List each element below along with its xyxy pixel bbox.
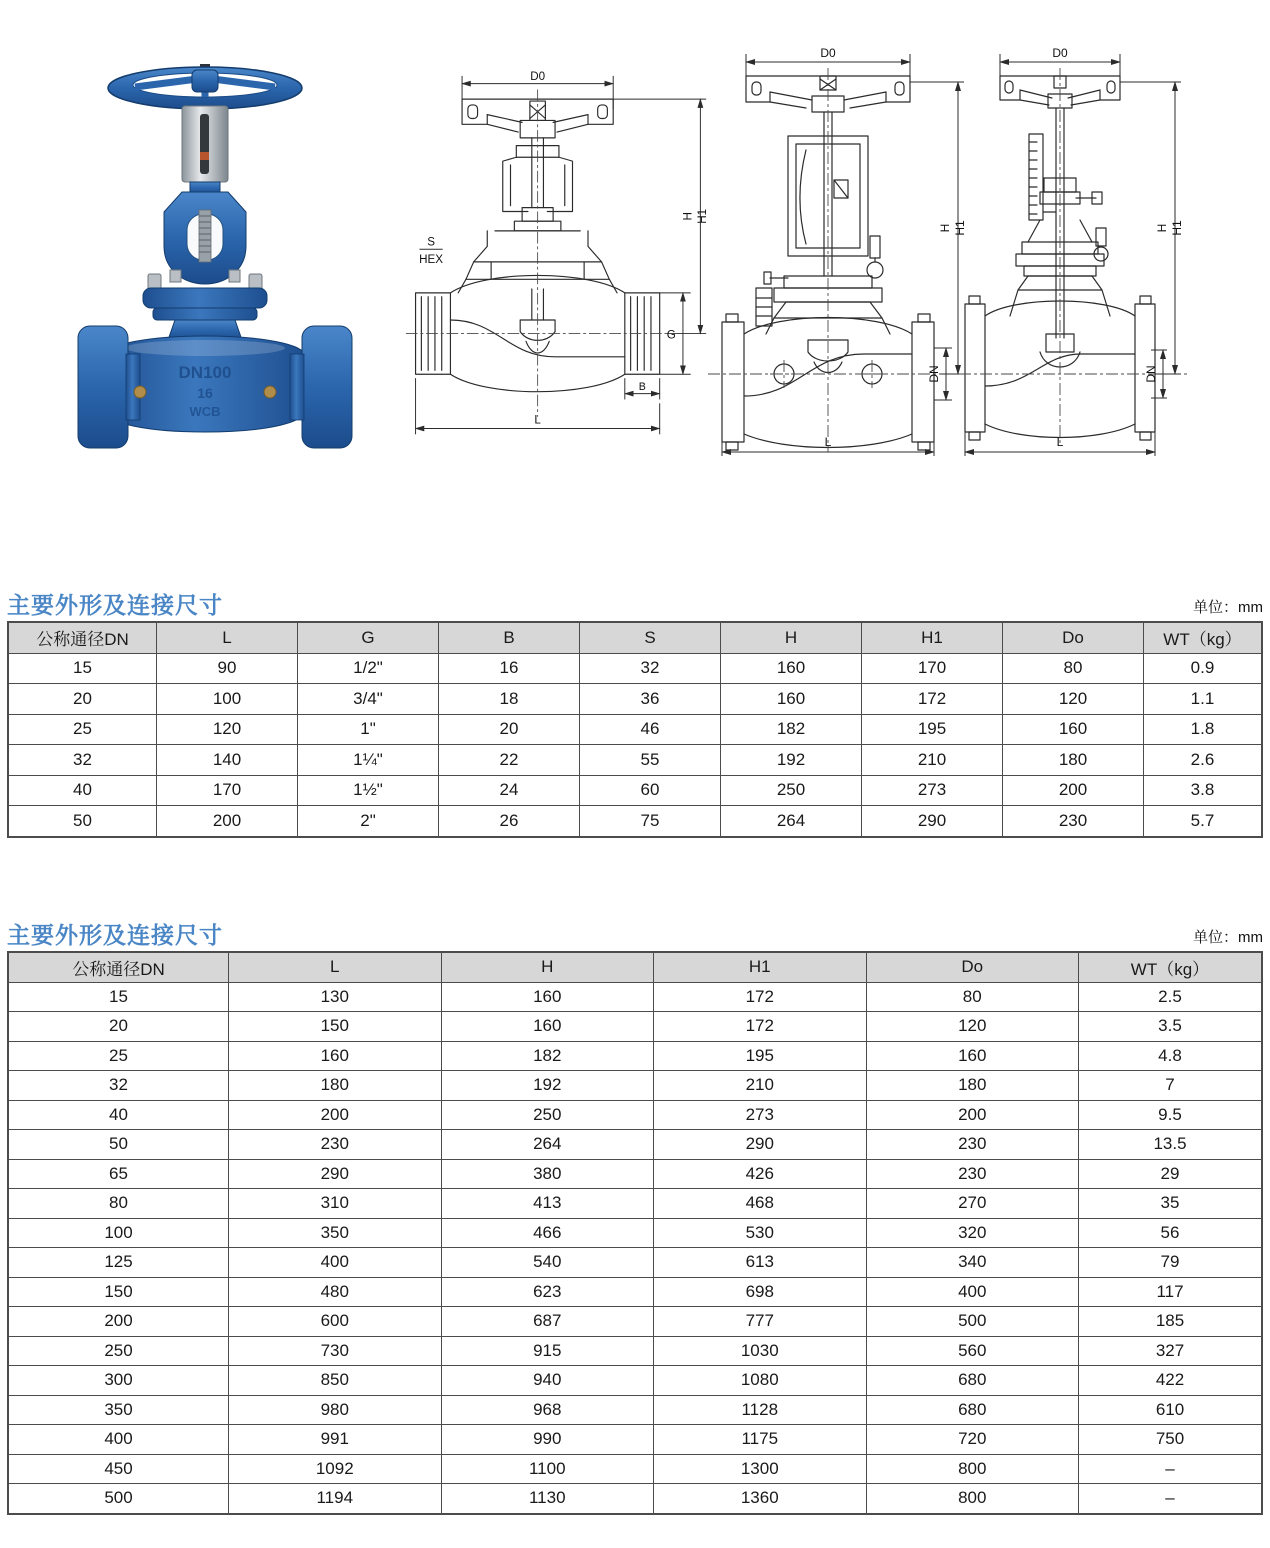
table-cell: 422: [1079, 1366, 1263, 1396]
table-cell: 140: [157, 745, 298, 776]
table-cell: 400: [229, 1248, 442, 1278]
table-cell: 1128: [654, 1395, 867, 1425]
table-cell: 300: [8, 1366, 229, 1396]
table-cell: 120: [866, 1012, 1079, 1042]
table-cell: 273: [654, 1100, 867, 1130]
table-cell: 980: [229, 1395, 442, 1425]
table-cell: 350: [229, 1218, 442, 1248]
handwheel-hub: [192, 70, 218, 92]
header-row: [8, 622, 1262, 653]
table-cell: 3.5: [1079, 1012, 1263, 1042]
unit-label: 单位：mm: [1193, 599, 1263, 616]
column-header: B: [439, 622, 580, 653]
table-cell: 16: [439, 653, 580, 684]
table-row: [8, 1041, 1262, 1071]
table-cell: 20: [439, 714, 580, 745]
table-cell: 2.5: [1079, 982, 1263, 1012]
table-cell: 180: [1003, 745, 1144, 776]
table-cell: 1.1: [1144, 684, 1263, 715]
table-cell: 46: [580, 714, 721, 745]
table-cell: 120: [157, 714, 298, 745]
table-cell: 1.8: [1144, 714, 1263, 745]
table-row: [8, 1366, 1262, 1396]
table-cell: 120: [1003, 684, 1144, 715]
table-cell: 150: [229, 1012, 442, 1042]
table-row: [8, 982, 1262, 1012]
table-row: [8, 1395, 1262, 1425]
column-header: H1: [862, 622, 1003, 653]
table-cell: 230: [866, 1130, 1079, 1160]
table-cell: 380: [441, 1159, 654, 1189]
table-cell: 327: [1079, 1336, 1263, 1366]
table-cell: 180: [866, 1071, 1079, 1101]
table-cell: 210: [654, 1071, 867, 1101]
table-cell: 195: [654, 1041, 867, 1071]
valve-photo-art: [78, 64, 352, 448]
table-cell: 36: [580, 684, 721, 715]
table-cell: 270: [866, 1189, 1079, 1219]
table-cell: 180: [229, 1071, 442, 1101]
table-cell: 230: [229, 1130, 442, 1160]
table-cell: 160: [866, 1041, 1079, 1071]
drawing-threaded-globe-valve: [402, 58, 712, 458]
dim-label-dn: DN: [1144, 365, 1158, 383]
table-cell: 1½": [298, 775, 439, 806]
table-cell: 20: [8, 1012, 229, 1042]
table-cell: –: [1079, 1484, 1263, 1514]
table-cell: 250: [721, 775, 862, 806]
table-cell: 182: [721, 714, 862, 745]
table-cell: 730: [229, 1336, 442, 1366]
table-cell: 468: [654, 1189, 867, 1219]
table-cell: 56: [1079, 1218, 1263, 1248]
table-cell: 210: [862, 745, 1003, 776]
table-cell: 200: [866, 1100, 1079, 1130]
column-header: S: [580, 622, 721, 653]
table-cell: 160: [721, 653, 862, 684]
table-cell: 150: [8, 1277, 229, 1307]
figures-row: [0, 0, 1270, 585]
table-cell: 3/4": [298, 684, 439, 715]
table-row: [8, 1100, 1262, 1130]
table-cell: 18: [439, 684, 580, 715]
table-cell: –: [1079, 1454, 1263, 1484]
table-cell: 117: [1079, 1277, 1263, 1307]
table-cell: 172: [862, 684, 1003, 715]
table-cell: 1092: [229, 1454, 442, 1484]
table-cell: 22: [439, 745, 580, 776]
table-cell: 1030: [654, 1336, 867, 1366]
table-cell: 125: [8, 1248, 229, 1278]
table-cell: 172: [654, 982, 867, 1012]
table-cell: 40: [8, 775, 157, 806]
table-cell: 968: [441, 1395, 654, 1425]
table-row: [8, 714, 1262, 745]
table-cell: 1175: [654, 1425, 867, 1455]
table-cell: 65: [8, 1159, 229, 1189]
dim-label-h1: H1: [696, 208, 710, 224]
table-cell: 75: [580, 806, 721, 837]
table-cell: 1300: [654, 1454, 867, 1484]
table-cell: 290: [229, 1159, 442, 1189]
column-header: Do: [1003, 622, 1144, 653]
table-cell: 80: [866, 982, 1079, 1012]
brass-plug: [134, 386, 146, 398]
valve-photo: [70, 56, 360, 460]
table-cell: 32: [8, 1071, 229, 1101]
table-cell: 530: [654, 1218, 867, 1248]
table-cell: 24: [439, 775, 580, 806]
table-cell: 195: [862, 714, 1003, 745]
table-row: [8, 1189, 1262, 1219]
table-cell: 200: [8, 1307, 229, 1337]
table-cell: 4.8: [1079, 1041, 1263, 1071]
table-cell: 200: [229, 1100, 442, 1130]
table-row: [8, 1454, 1262, 1484]
brass-plug: [264, 386, 276, 398]
table-cell: 2.6: [1144, 745, 1263, 776]
table-cell: 13.5: [1079, 1130, 1263, 1160]
table-row: [8, 1248, 1262, 1278]
table-cell: 915: [441, 1336, 654, 1366]
table-cell: 160: [1003, 714, 1144, 745]
table-row: [8, 684, 1262, 715]
table-cell: 400: [866, 1277, 1079, 1307]
dim-label-h: H: [1155, 223, 1169, 233]
section-dimensions-threaded: [7, 588, 1263, 838]
header-row: [8, 952, 1262, 982]
table-row: [8, 1130, 1262, 1160]
table-cell: 273: [862, 775, 1003, 806]
section-title: 主要外形及连接尺寸: [7, 592, 223, 618]
table-cell: 32: [580, 653, 721, 684]
dim-label-d0: D0: [530, 69, 546, 83]
table-cell: 623: [441, 1277, 654, 1307]
table-row: [8, 1071, 1262, 1101]
table-cell: 1¼": [298, 745, 439, 776]
table-cell: 1080: [654, 1366, 867, 1396]
table-cell: 26: [439, 806, 580, 837]
table-cell: 698: [654, 1277, 867, 1307]
dim-label-g: G: [666, 328, 676, 342]
section-dimensions-flanged: [7, 918, 1263, 1515]
table-cell: 1194: [229, 1484, 442, 1514]
column-header: WT（kg）: [1079, 952, 1263, 982]
table-cell: 182: [441, 1041, 654, 1071]
drawing-flanged-globe-valve-2: [955, 42, 1215, 460]
right-flange: [302, 326, 352, 448]
column-header: 公称通径DN: [8, 952, 229, 982]
table-cell: 25: [8, 1041, 229, 1071]
dimensions-table-threaded: [7, 621, 1263, 838]
table-cell: 1100: [441, 1454, 654, 1484]
table-cell: 170: [157, 775, 298, 806]
table-cell: 800: [866, 1484, 1079, 1514]
table-cell: 40: [8, 1100, 229, 1130]
table-cell: 1130: [441, 1484, 654, 1514]
table-cell: 610: [1079, 1395, 1263, 1425]
table-cell: 480: [229, 1277, 442, 1307]
table-cell: 130: [229, 982, 442, 1012]
drawing-flanged-globe-valve: [700, 42, 972, 460]
column-header: G: [298, 622, 439, 653]
table-cell: 1": [298, 714, 439, 745]
table-cell: 160: [721, 684, 862, 715]
table-cell: 250: [8, 1336, 229, 1366]
dim-label-d0: D0: [1052, 46, 1068, 60]
table-row: [8, 653, 1262, 684]
table-row: [8, 775, 1262, 806]
threaded-stem: [199, 210, 211, 262]
table-cell: 185: [1079, 1307, 1263, 1337]
table-cell: 79: [1079, 1248, 1263, 1278]
table-cell: 3.8: [1144, 775, 1263, 806]
table-cell: 680: [866, 1395, 1079, 1425]
table-cell: 55: [580, 745, 721, 776]
table-row: [8, 1336, 1262, 1366]
table-cell: 80: [8, 1189, 229, 1219]
table-cell: 230: [866, 1159, 1079, 1189]
table-cell: 160: [441, 982, 654, 1012]
table-cell: 15: [8, 982, 229, 1012]
table-row: [8, 1425, 1262, 1455]
table-cell: 800: [866, 1454, 1079, 1484]
table-row: [8, 1218, 1262, 1248]
table-cell: 32: [8, 745, 157, 776]
table-cell: 500: [8, 1484, 229, 1514]
dim-label-h1: H1: [1170, 220, 1184, 236]
dim-label-l: L: [824, 435, 832, 449]
dim-label-hex: HEX: [419, 252, 443, 266]
table-cell: 5.7: [1144, 806, 1263, 837]
table-cell: 230: [1003, 806, 1144, 837]
table-cell: 680: [866, 1366, 1079, 1396]
table-cell: 540: [441, 1248, 654, 1278]
dim-label-l: L: [1056, 435, 1064, 449]
table-cell: 15: [8, 653, 157, 684]
table-cell: 560: [866, 1336, 1079, 1366]
table-cell: 170: [862, 653, 1003, 684]
table-row: [8, 1307, 1262, 1337]
table-row: [8, 1484, 1262, 1514]
table-cell: 200: [1003, 775, 1144, 806]
table-cell: 2": [298, 806, 439, 837]
dim-label-d0: D0: [820, 46, 836, 60]
table-cell: 50: [8, 1130, 229, 1160]
table-row: [8, 806, 1262, 837]
table-cell: 426: [654, 1159, 867, 1189]
table-cell: 160: [441, 1012, 654, 1042]
table-cell: 250: [441, 1100, 654, 1130]
table-cell: 60: [580, 775, 721, 806]
table-cell: 466: [441, 1218, 654, 1248]
dim-label-h1: H1: [953, 220, 967, 236]
table-cell: 7: [1079, 1071, 1263, 1101]
table-cell: 160: [229, 1041, 442, 1071]
table-cell: 35: [1079, 1189, 1263, 1219]
column-header: H: [721, 622, 862, 653]
table-cell: 413: [441, 1189, 654, 1219]
body-marking-dn: DN100: [178, 363, 232, 382]
table-cell: 192: [441, 1071, 654, 1101]
table-row: [8, 1159, 1262, 1189]
table-cell: 1360: [654, 1484, 867, 1514]
table-cell: 600: [229, 1307, 442, 1337]
table-cell: 310: [229, 1189, 442, 1219]
table-cell: 9.5: [1079, 1100, 1263, 1130]
body-marking-material: WCB: [189, 404, 221, 419]
table-cell: 29: [1079, 1159, 1263, 1189]
table-cell: 850: [229, 1366, 442, 1396]
dim-label-h: H: [681, 212, 695, 221]
dim-label-b: B: [638, 380, 646, 393]
table-cell: 80: [1003, 653, 1144, 684]
section-title: 主要外形及连接尺寸: [7, 922, 223, 948]
column-header: H: [441, 952, 654, 982]
table-cell: 750: [1079, 1425, 1263, 1455]
table-cell: 264: [721, 806, 862, 837]
table-cell: 720: [866, 1425, 1079, 1455]
table-cell: 320: [866, 1218, 1079, 1248]
table-cell: 264: [441, 1130, 654, 1160]
table-cell: 172: [654, 1012, 867, 1042]
table-cell: 350: [8, 1395, 229, 1425]
table-cell: 340: [866, 1248, 1079, 1278]
dimensions-table-flanged: [7, 951, 1263, 1515]
table-cell: 90: [157, 653, 298, 684]
table-cell: 990: [441, 1425, 654, 1455]
table-cell: 613: [654, 1248, 867, 1278]
table-row: [8, 745, 1262, 776]
column-header: L: [157, 622, 298, 653]
table-row: [8, 1277, 1262, 1307]
table-row: [8, 1012, 1262, 1042]
table-cell: 0.9: [1144, 653, 1263, 684]
body-marking-pn: 16: [197, 385, 213, 401]
table-cell: 290: [654, 1130, 867, 1160]
dim-label-h: H: [938, 223, 952, 233]
table-cell: 777: [654, 1307, 867, 1337]
table-cell: 687: [441, 1307, 654, 1337]
table-cell: 20: [8, 684, 157, 715]
table-cell: 50: [8, 806, 157, 837]
column-header: L: [229, 952, 442, 982]
table-cell: 290: [862, 806, 1003, 837]
table-cell: 100: [8, 1218, 229, 1248]
column-header: 公称通径DN: [8, 622, 157, 653]
position-indicator: [200, 152, 209, 160]
table-cell: 500: [866, 1307, 1079, 1337]
left-flange: [78, 326, 128, 448]
dim-label-s: S: [427, 235, 435, 249]
dim-label-l: L: [534, 413, 541, 427]
column-header: H1: [654, 952, 867, 982]
table-cell: 25: [8, 714, 157, 745]
stem-slot: [200, 114, 209, 174]
bonnet-flange: [143, 288, 267, 308]
unit-label: 单位：mm: [1193, 929, 1263, 946]
table-cell: 100: [157, 684, 298, 715]
table-cell: 400: [8, 1425, 229, 1455]
dim-label-dn: DN: [927, 365, 941, 383]
table-cell: 192: [721, 745, 862, 776]
table-cell: 940: [441, 1366, 654, 1396]
table-cell: 200: [157, 806, 298, 837]
column-header: Do: [866, 952, 1079, 982]
column-header: WT（kg）: [1144, 622, 1263, 653]
table-cell: 991: [229, 1425, 442, 1455]
table-cell: 1/2": [298, 653, 439, 684]
table-cell: 450: [8, 1454, 229, 1484]
